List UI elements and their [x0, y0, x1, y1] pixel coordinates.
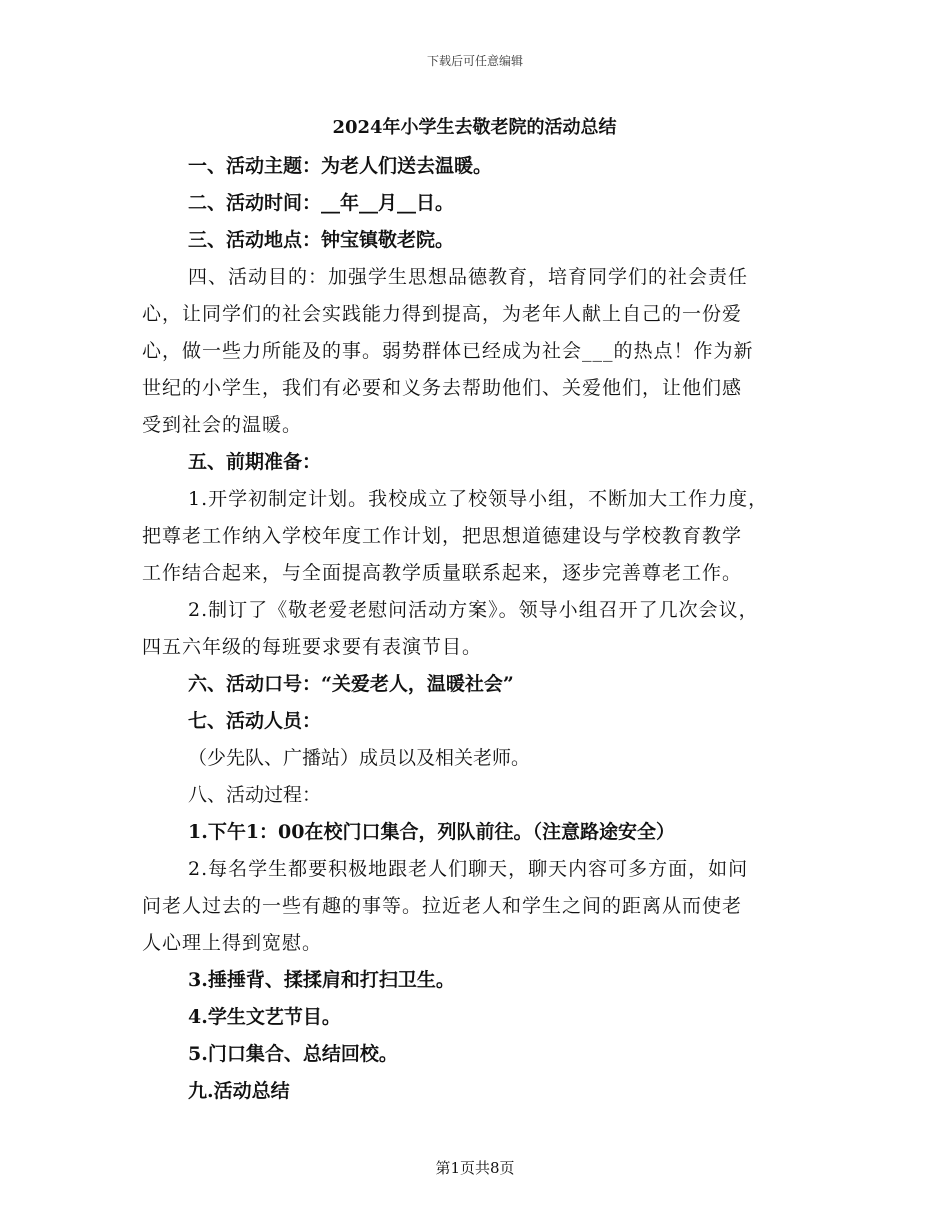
prep-item-1 [142, 481, 807, 592]
prep1-line: 1.开学初制定计划。我校成立了校领导小组，不断加大工作力度， [188, 488, 769, 510]
process-step-1: 1.下午1：00在校门口集合，列队前往。（注意路途安全） [188, 821, 675, 843]
process-step-5: 5.门口集合、总结回校。 [188, 1043, 398, 1065]
process-step-4: 4.学生文艺节目。 [188, 1006, 341, 1028]
purpose-line: 四、活动目的：加强学生思想品德教育，培育同学们的社会责任 [188, 266, 749, 288]
section-process-heading: 八、活动过程： [188, 784, 322, 806]
section-purpose [142, 259, 807, 444]
process-step-2 [142, 851, 807, 962]
people-text: （少先队、广播站）成员以及相关老师。 [188, 747, 531, 769]
page-number: 第1页共8页 [435, 1159, 515, 1177]
section-slogan: 六、活动口号：“关爱老人，温暖社会” [188, 673, 514, 695]
prep1-line: 把尊老工作纳入学校年度工作计划，把思想道德建设与学校教育教学 [142, 525, 743, 547]
step2-line: 问老人过去的一些有趣的事等。拉近老人和学生之间的距离从而使老 [142, 895, 743, 917]
purpose-line: 心，做一些力所能及的事。弱势群体已经成为社会___的热点！作为新 [142, 340, 754, 362]
document-title: 2024年小学生去敬老院的活动总结 [332, 117, 617, 138]
document-body [142, 108, 807, 1110]
step2-line: 2.每名学生都要积极地跟老人们聊天，聊天内容可多方面，如问 [188, 858, 749, 880]
section-summary-heading: 九.活动总结 [188, 1080, 290, 1102]
section-prep-heading: 五、前期准备： [188, 451, 322, 473]
prep2-line: 2.制订了《敬老爱老慰问活动方案》。领导小组召开了几次会议， [188, 599, 759, 621]
purpose-line: 受到社会的温暖。 [142, 414, 303, 436]
section-time: 二、活动时间：__年__月__日。 [188, 192, 455, 214]
process-step-3: 3.捶捶背、揉揉肩和打扫卫生。 [188, 969, 455, 991]
section-theme: 一、活动主题：为老人们送去温暖。 [188, 155, 493, 177]
step2-line: 人心理上得到宽慰。 [142, 932, 323, 954]
prep2-line: 四五六年级的每班要求要有表演节目。 [142, 636, 483, 658]
section-place: 三、活动地点：钟宝镇敬老院。 [188, 229, 455, 251]
page-header-note: 下载后可任意编辑 [426, 54, 523, 68]
purpose-line: 世纪的小学生，我们有必要和义务去帮助他们、关爱他们，让他们感 [142, 377, 743, 399]
prep-item-2 [142, 592, 807, 666]
purpose-line: 心，让同学们的社会实践能力得到提高，为老年人献上自己的一份爱 [142, 303, 743, 325]
prep1-line: 工作结合起来，与全面提高教学质量联系起来，逐步完善尊老工作。 [142, 562, 743, 584]
section-people-heading: 七、活动人员： [188, 710, 322, 732]
